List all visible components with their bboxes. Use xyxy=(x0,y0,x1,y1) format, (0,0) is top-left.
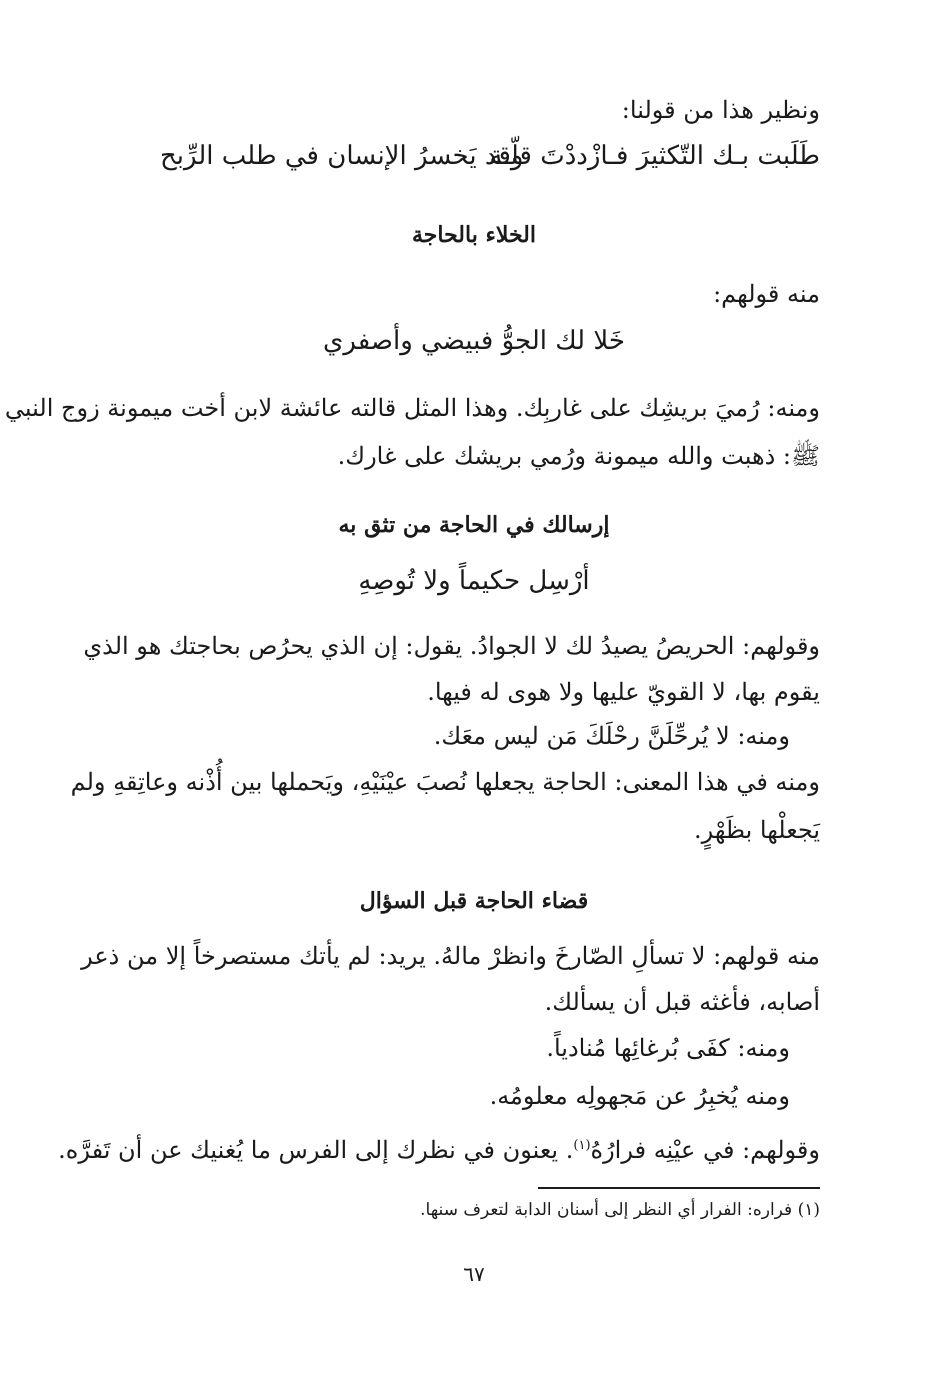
section3-para1-line1: منه قولهم: لا تسألِ الصّارخَ وانظرْ مالهُ. يريد: لم يأتك مستصرخاً إلا من ذعر xyxy=(81,942,820,970)
section3-para1-line2: أصابه، فأغثه قبل أن يسألك. xyxy=(544,988,820,1016)
section-heading-khala: الخلاء بالحاجة xyxy=(412,222,536,248)
section3-para4-rest: . يعنون في نظرك إلى الفرس ما يُغنيك عن أن تَفرَّه. xyxy=(58,1136,574,1164)
section3-para4-main: وقولهم: في عيْنِه فرارُهُ xyxy=(590,1136,820,1164)
footnote-divider xyxy=(538,1187,820,1189)
section3-para3: ومنه يُخبِرُ عن مَجهولِه معلومُه. xyxy=(489,1082,790,1110)
section2-para2: ومنه: لا يُرحِّلَنَّ رحْلَكَ مَن ليس معَك. xyxy=(433,722,790,750)
section-heading-qada: قضاء الحاجة قبل السؤال xyxy=(359,888,589,914)
verse-second-hemistich: وقد يَخسرُ الإنسان في طلب الرِّبح xyxy=(160,141,524,171)
section3-para4 xyxy=(58,1128,820,1168)
intro-line: ونظير هذا من قولنا: xyxy=(621,96,820,124)
section2-para3-line1: ومنه في هذا المعنى: الحاجة يجعلها نُصبَ عيْنَيْهِ، ويَحملها بين أُذْنه وعاتِقهِ ولم xyxy=(70,768,820,796)
verse-couplet xyxy=(160,141,820,181)
section1-intro: منه قولهم: xyxy=(713,280,820,308)
section2-para3-line2: يَجعلْها بظَهْرٍ. xyxy=(694,816,820,844)
footnote-reference: (١) xyxy=(573,1138,591,1153)
section2-para1-line2: يقوم بها، لا القويّ عليها ولا هوى له فيها. xyxy=(427,678,820,706)
section2-proverb: أرْسِل حكيماً ولا تُوصِهِ xyxy=(358,566,590,596)
section-heading-irsal: إرسالك في الحاجة من تثق به xyxy=(338,512,610,538)
verse-first-hemistich: طَلَبت بـك التّكثيرَ فـازْددْتَ قلّـة xyxy=(489,141,820,171)
section3-para2: ومنه: كفَى بُرغائِها مُنادياً. xyxy=(546,1034,790,1062)
section1-paragraph-line1: ومنه: رُميَ بريشِك على غاربِك. وهذا المثل قالته عائشة لابن أخت ميمونة زوج النبي xyxy=(4,394,820,422)
section2-para1-line1: وقولهم: الحريصُ يصيدُ لك لا الجوادُ. يقول: إن الذي يحرُص بحاجتك هو الذي xyxy=(83,632,820,660)
section1-paragraph-line2: ﷺ: ذهبت والله ميمونة ورُمي بريشك على غارك. xyxy=(337,442,820,470)
page-number: ٦٧ xyxy=(463,1262,485,1286)
footnote: (١) فراره: الفرار أي النظر إلى أسنان الدابة لتعرف سنها. xyxy=(420,1200,820,1220)
section1-proverb: خَلا لك الجوُّ فبيضي وأصفري xyxy=(323,326,625,356)
